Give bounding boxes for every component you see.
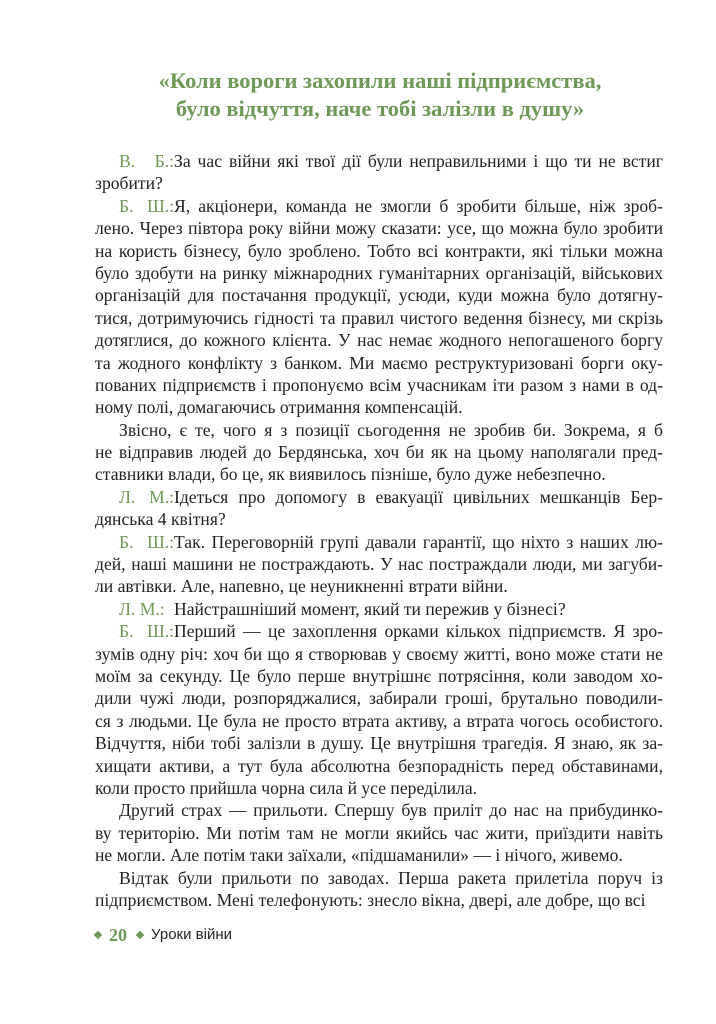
diamond-bullet-icon [136,931,144,939]
text-line [95,531,663,553]
text-line [95,867,663,889]
line-text: підприємством. Мені телефонують: знесло вікна, двері, але добре, що всі [95,889,646,910]
line-text: Я, акціонери, команда не змогли б зробити більше, ніж зроб- [174,195,663,216]
speaker-label: Л. М.: [119,486,174,507]
text-line [95,508,663,530]
text-line [95,463,663,485]
chapter-title-line: «Коли вороги захопили наші підприємства, [158,68,602,93]
text-line [95,374,663,396]
chapter-title-line: було відчуття, наче тобі залізли в душу» [175,96,585,121]
text-line [95,307,663,329]
text-line [95,262,663,284]
line-text: організацій для постачання продукції, усюди, куди можна було дотягну- [95,285,663,306]
line-text: моїм за секунду. Це було перше внутрішнє потрясіння, коли заводом хо- [95,665,663,686]
line-text: За час війни які твої дії були неправильними і що ти не встиг [174,151,663,171]
line-text: ставники влади, бо це, як виявилось пізніше, було дуже небезпечно. [95,464,606,485]
text-line [95,732,663,754]
line-text: дянська 4 квітня? [95,509,226,530]
line-text: Другий страх — прильоти. Спершу був приліт до нас на прибудинко- [119,800,663,821]
chapter-title [60,67,700,123]
speaker-label: Б. Ш.: [119,195,174,216]
speaker-label: Л. М.: [119,598,165,619]
speaker-label: В. Б.: [119,151,174,171]
line-text: було здобути на ринку міжнародних гуманітарних організацій, військових [95,262,663,283]
text-line [95,687,663,709]
text-line [95,419,663,441]
line-text: Перший — це захоплення орками кількох підприємств. Я зро- [174,621,663,642]
line-text: на користь бізнесу, було зроблено. Тобто всі контракти, які тільки можна [95,240,663,261]
text-line [95,150,663,172]
text-line [95,643,663,665]
line-text: лено. Через півтора року війни можу сказати: усе, що можна було зробити [95,218,663,239]
line-text: тися, дотримуючись гідності та правил чистого ведення бізнесу, ми скрізь [95,307,663,328]
line-text: пованих підприємств і пропонуємо всім учасникам іти разом з нами в од- [95,374,663,395]
text-line [95,284,663,306]
line-text: дей, наші машини не постраждають. У нас постраждали люди, ми загуби- [95,554,663,575]
text-line [95,598,663,620]
page-number: 20 [109,925,127,945]
line-text: ву територію. Ми потім там не могли якийсь час жити, приїздити навіть [95,822,663,843]
text-line [95,195,663,217]
text-line [95,441,663,463]
text-line [95,755,663,777]
text-line [95,240,663,262]
text-line [95,665,663,687]
line-text: Ідеться про допомогу в евакуації цивільних мешканців Бер- [174,486,663,507]
text-line [95,217,663,239]
text-line [95,172,663,194]
text-line [95,620,663,642]
text-line [95,710,663,732]
text-line [95,575,663,597]
line-text: Відчуття, ніби тобі залізли в душу. Це внутрішня трагедія. Я знаю, як за- [95,733,663,754]
line-text: зробити? [95,173,163,194]
text-line [95,352,663,374]
line-text: хищати активи, а тут була абсолютна безпорадність перед обставинами, [95,755,663,776]
text-line [95,777,663,799]
speaker-label: Б. Ш.: [119,531,174,552]
line-text: ному полі, домагаючись отримання компенсацій. [95,397,463,418]
text-line [95,329,663,351]
text-line [95,396,663,418]
book-title: Уроки війни [151,926,232,943]
line-text: дили чужі люди, розпоряджалися, забирали гроші, брутально поводили- [95,688,663,709]
text-line [95,486,663,508]
line-text: Так. Переговорній групі давали гарантії, що ніхто з наших лю- [174,531,663,552]
line-text: дотяглися, до кожного клієнта. У нас немає жодного непогашеного боргу [95,330,663,351]
text-line [95,889,663,911]
diamond-bullet-icon [94,931,102,939]
text-line [95,553,663,575]
line-text: ли автівки. Але, напевно, це неуникненні втрати війни. [95,576,508,597]
line-text: зумів одну річ: хоч би що я створював у своєму житті, воно може стати не [95,643,663,664]
text-line [95,799,663,821]
speaker-label: Б. Ш.: [119,621,174,642]
interview-text [95,150,663,911]
line-text: Звісно, є те, чого я з позиції сьогодення не зробив би. Зокрема, я б [119,419,663,440]
line-text: Найстрашніший момент, який ти пережив у бізнесі? [174,598,566,619]
line-text: не відправив людей до Бердянська, хоч би як на цьому наполягали пред- [95,442,663,463]
text-line [95,822,663,844]
line-text: ся з людьми. Це була не просто втрата активу, а втрата чогось особистого. [95,710,663,731]
line-text: не могли. Але потім таки заїхали, «підшаманили» — і нічого, живемо. [95,845,623,866]
text-line [95,844,663,866]
line-text: Відтак були прильоти по заводах. Перша ракета прилетіла поруч із [119,867,663,888]
line-text: та жодного конфлікту з банком. Ми маємо реструктуризовані борги оку- [95,352,663,373]
page-footer [95,924,232,946]
line-text: коли просто прийшла чорна сила й усе переділила. [95,777,478,798]
